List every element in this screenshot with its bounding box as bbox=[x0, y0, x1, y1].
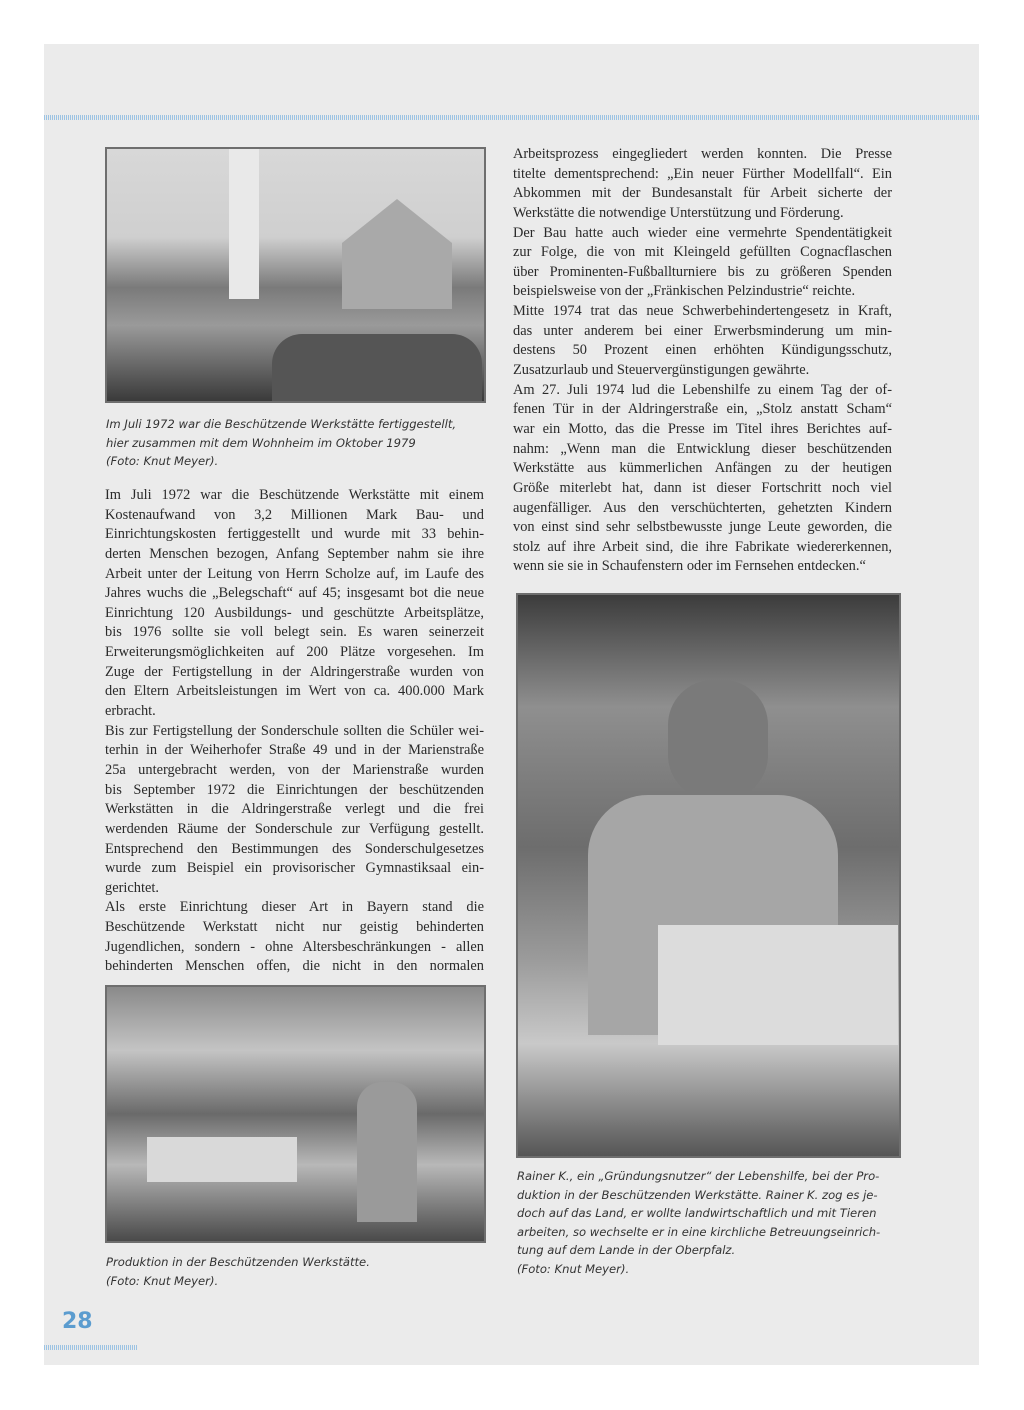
text-line: Werkstätten in die Aldringerstraße verlegt und die frei bbox=[105, 801, 484, 818]
text-line: werdenden Räume der Sonderschule zur Verfügung gestellt. bbox=[105, 820, 484, 837]
text-line: von einst sind sehr selbstbewusste junge Leute geworden, die bbox=[513, 519, 892, 536]
text-line: bis 1976 sollte sie voll belegt sein. Es waren seinerzeit bbox=[105, 624, 484, 641]
text-line: Werkstätte aus kümmerlichen Anfängen zu der heutigen bbox=[513, 460, 892, 477]
left-column-text bbox=[105, 486, 484, 977]
right-column-text bbox=[513, 145, 892, 577]
paragraph bbox=[105, 486, 484, 722]
text-line: Bis zur Fertigstellung der Sonderschule sollten die Schüler wei- bbox=[105, 722, 484, 739]
text-line: Kostenaufwand von 3,2 Millionen Mark Bau- und bbox=[105, 506, 484, 523]
text-line: destens 50 Prozent einen erhöhten Kündigungsschutz, bbox=[513, 342, 892, 359]
text-line: Jahres wuchs die „Belegschaft“ auf 45; insgesamt bot die neue bbox=[105, 585, 484, 602]
text-line: das unter anderem bei einer Erwerbsminderung um min- bbox=[513, 322, 892, 339]
page-number: 28 bbox=[62, 1309, 93, 1334]
text-line: war ein Motto, das die Presse im Titel ihres Berichtes auf- bbox=[513, 420, 892, 437]
photo-production bbox=[105, 985, 486, 1243]
photo-rainer-caption bbox=[517, 1167, 902, 1278]
text-line: Arbeit unter der Leitung von Herrn Scholze auf, im Laufe des bbox=[105, 565, 484, 582]
caption-line: (Foto: Knut Meyer). bbox=[517, 1261, 630, 1276]
text-line: bis September 1972 die Einrichtungen der beschützenden bbox=[105, 781, 484, 798]
text-line: 25a untergebracht werden, von der Marienstraße wurden bbox=[105, 761, 484, 778]
text-line: Im Juli 1972 war die Beschützende Werkstätte mit einem bbox=[105, 487, 484, 503]
paragraph bbox=[105, 898, 484, 977]
text-line: Mitte 1974 trat das neue Schwerbehindertengesetz in Kraft, bbox=[513, 303, 892, 320]
photo-production-caption bbox=[106, 1253, 486, 1290]
caption-line: hier zusammen mit dem Wohnheim im Oktober 1979 bbox=[106, 435, 416, 450]
caption-line: Im Juli 1972 war die Beschützende Werkstätte fertiggestellt, bbox=[106, 417, 457, 431]
caption-line: (Foto: Knut Meyer). bbox=[106, 454, 219, 468]
caption-line: tung auf dem Lande in der Oberpfalz. bbox=[517, 1243, 736, 1257]
caption-line: (Foto: Knut Meyer). bbox=[106, 1273, 219, 1288]
photo-building bbox=[105, 147, 486, 403]
text-line: Am 27. Juli 1974 lud die Lebenshilfe zu einem Tag der of- bbox=[513, 381, 892, 398]
paragraph bbox=[513, 145, 892, 224]
text-line: fenen Tür in der Aldringerstraße ein, „Stolz anstatt Scham“ bbox=[513, 401, 892, 418]
text-line: Zuge der Fertigstellung in der Aldringerstraße wurden von bbox=[105, 663, 484, 680]
text-line: Werkstätte die notwendige Unterstützung und Förderung. bbox=[513, 204, 844, 221]
text-line: augenfälliger. Aus den verschüchterten, gehetzten Kindern bbox=[513, 499, 892, 516]
text-line: Größe miterlebt hat, dann ist dieser Fortschritt noch viel bbox=[513, 479, 892, 496]
paragraph bbox=[513, 224, 892, 303]
text-line: gerichtet. bbox=[105, 879, 159, 896]
text-line: den Eltern Arbeitsleistungen im Wert von ca. 400.000 Mark bbox=[105, 683, 484, 700]
caption-line: arbeiten, so wechselte er in eine kirchliche Betreuungseinrich- bbox=[517, 1224, 881, 1239]
text-line: beispielsweise von der „Fränkischen Pelzindustrie“ reichte. bbox=[513, 283, 856, 300]
caption-line: duktion in der Beschützenden Werkstätte. Rainer K. zog es je- bbox=[517, 1187, 878, 1202]
text-line: Arbeitsprozess eingegliedert werden konnten. Die Presse bbox=[513, 146, 892, 162]
text-line: Jugendlichen, sondern - ohne Altersbeschränkungen - allen bbox=[105, 938, 484, 955]
text-line: behinderten Menschen offen, die nicht in den normalen bbox=[105, 958, 484, 975]
caption-line: Rainer K., ein „Gründungsnutzer“ der Lebenshilfe, bei der Pro- bbox=[517, 1169, 880, 1183]
text-line: Einrichtung 120 Ausbildungs- und geschützte Arbeitsplätze, bbox=[105, 604, 484, 621]
text-line: derten Menschen bezogen, Anfang September nahm sie ihre bbox=[105, 545, 484, 562]
text-line: nahm: „Wenn man die Entwicklung dieser beschützenden bbox=[513, 440, 892, 457]
bottom-divider bbox=[44, 1345, 138, 1350]
photo-building-caption bbox=[106, 415, 486, 471]
paragraph bbox=[105, 722, 484, 899]
text-line: über Prominenten-Fußballturniere bis zu größeren Spenden bbox=[513, 263, 892, 280]
text-line: Abkommen mit der Bundesanstalt für Arbeit sicherte der bbox=[513, 185, 892, 202]
text-line: wurde zum Beispiel ein provisorischer Gymnastiksaal ein- bbox=[105, 860, 484, 877]
text-line: Entsprechend den Bestimmungen des Sonderschulgesetzes bbox=[105, 840, 484, 857]
text-line: stolz auf ihre Arbeit sind, die ihre Fabrikate wiedererkennen, bbox=[513, 538, 892, 555]
text-line: Beschützende Werkstatt nicht nur geistig behinderten bbox=[105, 919, 484, 936]
top-divider bbox=[44, 115, 980, 120]
text-line: Erweiterungsmöglichkeiten auf 200 Plätze vorgesehen. Im bbox=[105, 644, 484, 661]
paragraph bbox=[513, 381, 892, 577]
text-line: Einrichtungskosten fertiggestellt und wurde mit 33 behin- bbox=[105, 526, 484, 543]
text-line: Zusatzurlaub und Steuervergünstigungen gewährte. bbox=[513, 362, 810, 379]
paragraph bbox=[513, 302, 892, 381]
text-line: wenn sie sie in Schaufenstern oder im Fernsehen entdecken.“ bbox=[513, 558, 866, 575]
text-line: titelte dementsprechend: „Ein neuer Fürther Modellfall“. Ein bbox=[513, 165, 892, 182]
text-line: Als erste Einrichtung dieser Art in Bayern stand die bbox=[105, 899, 484, 916]
photo-rainer bbox=[516, 593, 901, 1158]
caption-line: Produktion in der Beschützenden Werkstätte. bbox=[106, 1255, 370, 1269]
text-line: erbracht. bbox=[105, 703, 156, 720]
text-line: terhin in der Weiherhofer Straße 49 und in der Marienstraße bbox=[105, 742, 484, 759]
text-line: zur Folge, die von mit Kleingeld gefüllten Cognacflaschen bbox=[513, 244, 892, 261]
caption-line: doch auf das Land, er wollte landwirtschaftlich und mit Tieren bbox=[517, 1206, 877, 1220]
text-line: Der Bau hatte auch wieder eine vermehrte Spendentätigkeit bbox=[513, 224, 892, 241]
